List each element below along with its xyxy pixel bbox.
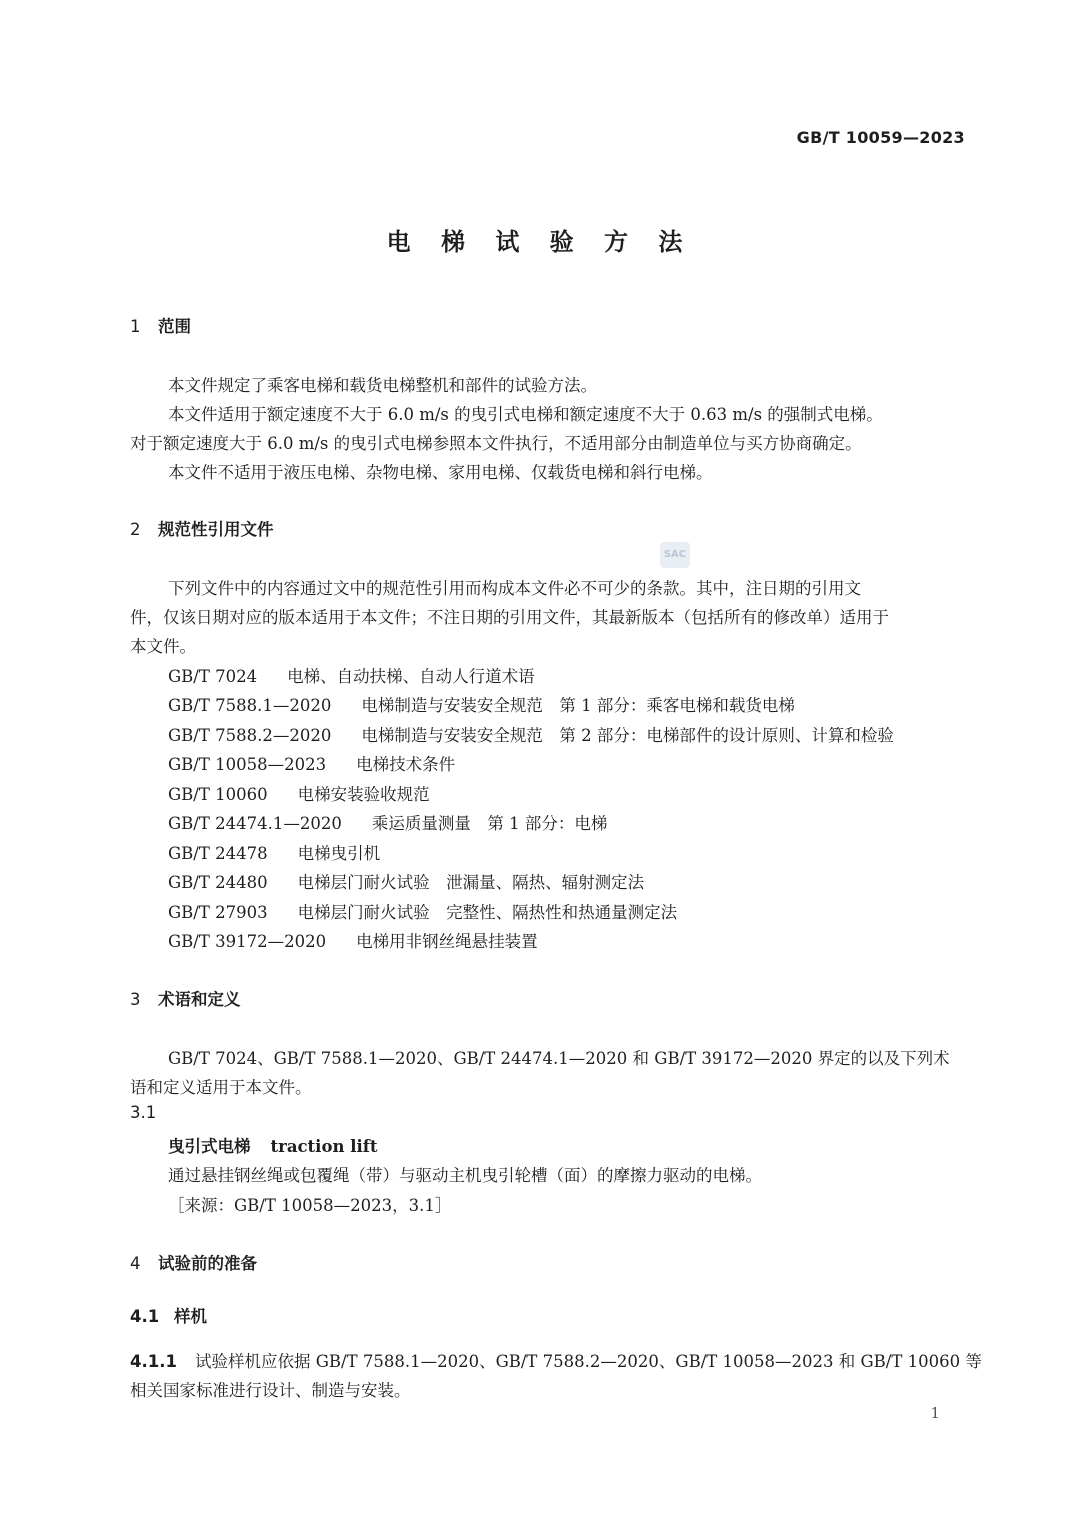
reference-code: GB/T 24474.1—2020 [168, 814, 342, 833]
reference-item [168, 751, 455, 775]
reference-item [168, 722, 894, 746]
subsection-number: 4.1 [130, 1307, 160, 1326]
paragraph: 本文件不适用于液压电梯、杂物电梯、家用电梯、仅载货电梯和斜行电梯。 [168, 463, 713, 482]
reference-item [168, 810, 607, 834]
section-title: 规范性引用文件 [158, 520, 274, 539]
paragraph-continuation: 相关国家标准进行设计、制造与安装。 [130, 1381, 411, 1400]
page-number: 1 [930, 1404, 940, 1422]
reference-item [168, 781, 430, 805]
reference-code: GB/T 7024 [168, 667, 258, 686]
reference-title: 电梯制造与安装安全规范 第 1 部分：乘客电梯和载货电梯 [361, 696, 795, 715]
reference-item [168, 899, 677, 923]
reference-title: 电梯技术条件 [356, 755, 456, 774]
section-3-heading [130, 986, 241, 1010]
section-4-heading [130, 1250, 257, 1274]
clause-number: 4.1.1 [130, 1352, 177, 1371]
section-title: 术语和定义 [158, 990, 241, 1009]
reference-code: GB/T 7588.2—2020 [168, 726, 332, 745]
reference-item [168, 928, 538, 952]
section-title: 范围 [158, 317, 191, 336]
section-2-heading [130, 516, 274, 540]
document-title: 电 梯 试 验 方 法 [386, 228, 694, 256]
reference-item [168, 869, 644, 893]
term-number: 3.1 [130, 1103, 157, 1122]
section-number: 2 [130, 520, 141, 539]
section-number: 1 [130, 317, 141, 336]
reference-title: 电梯安装验收规范 [297, 785, 430, 804]
clause-text: 试验样机应依据 GB/T 7588.1—2020、GB/T 7588.2—2020、GB/T 10058—2023 和 GB/T 10060 等 [194, 1352, 982, 1371]
reference-title: 电梯曳引机 [297, 844, 381, 863]
reference-title: 电梯、自动扶梯、自动人行道术语 [287, 667, 535, 686]
term-chinese: 曳引式电梯 [168, 1137, 251, 1156]
paragraph-continuation: 本文件。 [130, 637, 196, 656]
standard-number: GB/T 10059—2023 [796, 128, 965, 147]
paragraph-continuation: 件，仅该日期对应的版本适用于本文件；不注日期的引用文件，其最新版本（包括所有的修改单）适用于 [130, 608, 889, 627]
subsection-4-1-heading [130, 1303, 207, 1327]
term-english: traction lift [270, 1137, 378, 1156]
paragraph: GB/T 7024、GB/T 7588.1—2020、GB/T 24474.1—2020 和 GB/T 39172—2020 界定的以及下列术 [168, 1049, 950, 1068]
section-number: 4 [130, 1254, 141, 1273]
paragraph: 本文件规定了乘客电梯和载货电梯整机和部件的试验方法。 [168, 376, 597, 395]
term-definition: 通过悬挂钢丝绳或包覆绳（带）与驱动主机曳引轮槽（面）的摩擦力驱动的电梯。 [168, 1166, 762, 1185]
reference-code: GB/T 10058—2023 [168, 755, 327, 774]
paragraph-continuation: 对于额定速度大于 6.0 m/s 的曳引式电梯参照本文件执行，不适用部分由制造单位与买方协商确定。 [130, 434, 862, 453]
paragraph: 本文件适用于额定速度不大于 6.0 m/s 的曳引式电梯和额定速度不大于 0.63 m/s 的强制式电梯。 [168, 405, 883, 424]
section-number: 3 [130, 990, 141, 1009]
subsection-title: 样机 [174, 1307, 207, 1326]
reference-title: 电梯层门耐火试验 泄漏量、隔热、辐射测定法 [297, 873, 645, 892]
term-source: ［来源：GB/T 10058—2023，3.1］ [168, 1196, 452, 1215]
section-title: 试验前的准备 [158, 1254, 257, 1273]
paragraph: 下列文件中的内容通过文中的规范性引用而构成本文件必不可少的条款。其中，注日期的引用文 [168, 579, 861, 598]
reference-code: GB/T 39172—2020 [168, 932, 327, 951]
term-entry [168, 1133, 377, 1157]
reference-code: GB/T 27903 [168, 903, 268, 922]
reference-item [168, 663, 535, 687]
clause-4-1-1 [130, 1348, 982, 1372]
reference-item [168, 840, 380, 864]
reference-title: 电梯层门耐火试验 完整性、隔热性和热通量测定法 [297, 903, 678, 922]
reference-title: 乘运质量测量 第 1 部分：电梯 [371, 814, 608, 833]
reference-code: GB/T 10060 [168, 785, 268, 804]
reference-code: GB/T 7588.1—2020 [168, 696, 332, 715]
reference-code: GB/T 24478 [168, 844, 268, 863]
sac-watermark-icon: SAC [660, 542, 690, 568]
reference-item [168, 692, 795, 716]
reference-code: GB/T 24480 [168, 873, 268, 892]
reference-title: 电梯制造与安装安全规范 第 2 部分：电梯部件的设计原则、计算和检验 [361, 726, 894, 745]
section-1-heading [130, 313, 191, 337]
paragraph-continuation: 语和定义适用于本文件。 [130, 1078, 312, 1097]
reference-title: 电梯用非钢丝绳悬挂装置 [356, 932, 538, 951]
